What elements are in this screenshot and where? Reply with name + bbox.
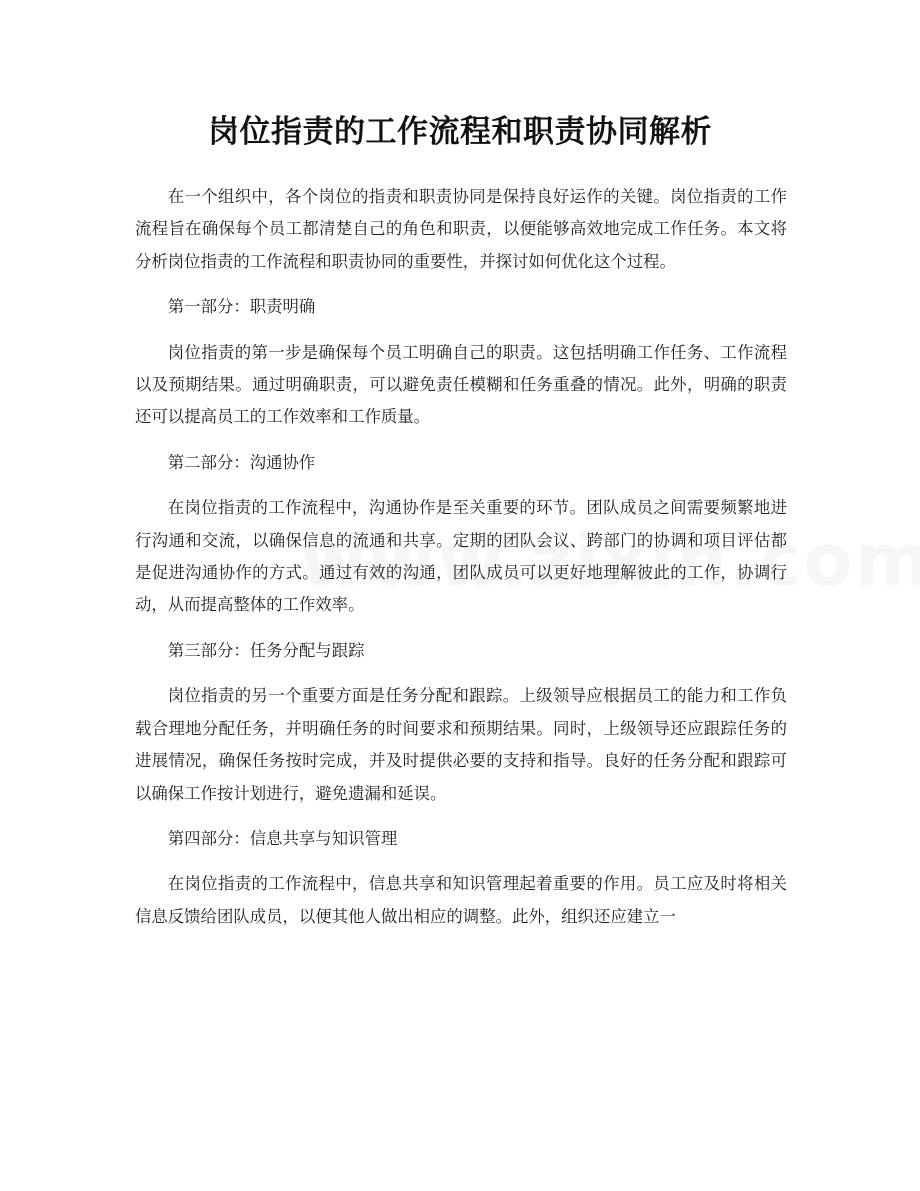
section-paragraph-2: 在岗位指责的工作流程中，沟通协作是至关重要的环节。团队成员之间需要频繁地进行沟通和交流，以确保信息的流通和共享。定期的团队会议、跨部门的协调和项目评估都是促进沟通协作的方式。通过有效的沟通，团队成员可以更好地理解彼此的工作，协调行动，从而提高整体的工作效率。: [135, 498, 787, 615]
page-title: 岗位指责的工作流程和职责协同解析: [208, 114, 712, 150]
section-heading-1: 第一部分：职责明确: [167, 297, 316, 317]
intro-paragraph: 在一个组织中，各个岗位的指责和职责协同是保持良好运作的关键。岗位指责的工作流程旨在确保每个员工都清楚自己的角色和职责，以便能够高效地完成工作任务。本文将分析岗位指责的工作流程和职责协同的重要性，并探讨如何优化这个过程。: [135, 187, 787, 271]
section-paragraph-4: 在岗位指责的工作流程中，信息共享和知识管理起着重要的作用。员工应及时将相关信息反馈给团队成员，以便其他人做出相应的调整。此外，组织还应建立一: [135, 874, 787, 926]
section-heading-3: 第三部分：任务分配与跟踪: [167, 640, 365, 660]
section-heading-2: 第二部分：沟通协作: [167, 452, 316, 472]
document-body: [135, 181, 787, 946]
section-paragraph-3: 岗位指责的另一个重要方面是任务分配和跟踪。上级领导应根据员工的能力和工作负载合理地分配任务，并明确任务的时间要求和预期结果。同时，上级领导还应跟踪任务的进展情况，确保任务按时完成，并及时提供必要的支持和指导。良好的任务分配和跟踪可以确保工作按计划进行，避免遗漏和延误。: [135, 686, 787, 803]
section-paragraph-1: 岗位指责的第一步是确保每个员工明确自己的职责。这包括明确工作任务、工作流程以及预期结果。通过明确职责，可以避免责任模糊和任务重叠的情况。此外，明确的职责还可以提高员工的工作效率和工作质量。: [135, 342, 787, 427]
section-heading-4: 第四部分：信息共享与知识管理: [167, 828, 398, 848]
